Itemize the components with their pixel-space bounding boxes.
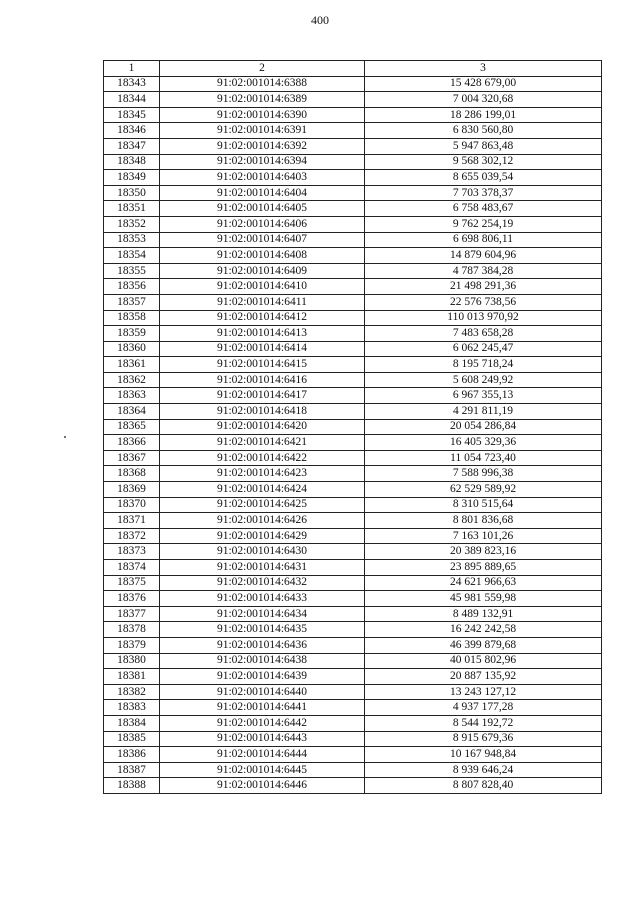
- cadastral-value-cell: 9 568 302,12: [365, 154, 602, 170]
- cadastral-value-cell: 40 015 802,96: [365, 653, 602, 669]
- row-number-cell: 18353: [104, 232, 160, 248]
- cadastral-number-cell: 91:02:001014:6426: [160, 513, 365, 529]
- cadastral-number-cell: 91:02:001014:6407: [160, 232, 365, 248]
- row-number-cell: 18373: [104, 544, 160, 560]
- table-row: [104, 232, 602, 248]
- table-row: [104, 466, 602, 482]
- cadastral-value-cell: 16 405 329,36: [365, 435, 602, 451]
- cadastral-number-cell: 91:02:001014:6443: [160, 731, 365, 747]
- cadastral-number-cell: 91:02:001014:6417: [160, 388, 365, 404]
- cadastral-value-cell: 4 291 811,19: [365, 404, 602, 420]
- row-number-cell: 18387: [104, 762, 160, 778]
- cadastral-number-cell: 91:02:001014:6433: [160, 591, 365, 607]
- cadastral-value-cell: 21 498 291,36: [365, 279, 602, 295]
- cadastral-value-cell: 11 054 723,40: [365, 450, 602, 466]
- cadastral-value-table: [103, 60, 602, 794]
- table-row: [104, 138, 602, 154]
- cadastral-value-cell: 20 389 823,16: [365, 544, 602, 560]
- table-row: [104, 653, 602, 669]
- table-row: [104, 404, 602, 420]
- table-row: [104, 684, 602, 700]
- row-number-cell: 18343: [104, 76, 160, 92]
- cadastral-value-cell: 22 576 738,56: [365, 294, 602, 310]
- row-number-cell: 18348: [104, 154, 160, 170]
- table-row: [104, 185, 602, 201]
- table-row: [104, 310, 602, 326]
- cadastral-number-cell: 91:02:001014:6421: [160, 435, 365, 451]
- table-row: [104, 669, 602, 685]
- row-number-cell: 18374: [104, 560, 160, 576]
- row-number-cell: 18370: [104, 497, 160, 513]
- row-number-cell: 18371: [104, 513, 160, 529]
- cadastral-value-cell: 6 967 355,13: [365, 388, 602, 404]
- row-number-cell: 18351: [104, 201, 160, 217]
- cadastral-value-cell: 5 947 863,48: [365, 138, 602, 154]
- cadastral-number-cell: 91:02:001014:6413: [160, 326, 365, 342]
- cadastral-value-cell: 8 801 836,68: [365, 513, 602, 529]
- table-row: [104, 575, 602, 591]
- cadastral-number-cell: 91:02:001014:6392: [160, 138, 365, 154]
- cadastral-number-cell: 91:02:001014:6435: [160, 622, 365, 638]
- table-row: [104, 560, 602, 576]
- row-number-cell: 18383: [104, 700, 160, 716]
- cadastral-value-cell: 7 483 658,28: [365, 326, 602, 342]
- cadastral-value-cell: 8 807 828,40: [365, 778, 602, 794]
- table-row: [104, 497, 602, 513]
- cadastral-number-cell: 91:02:001014:6409: [160, 263, 365, 279]
- cadastral-value-cell: 46 399 879,68: [365, 637, 602, 653]
- cadastral-number-cell: 91:02:001014:6446: [160, 778, 365, 794]
- column-header-2: 2: [160, 61, 365, 77]
- row-number-cell: 18378: [104, 622, 160, 638]
- table-row: [104, 326, 602, 342]
- row-number-cell: 18347: [104, 138, 160, 154]
- table-row: [104, 263, 602, 279]
- cadastral-number-cell: 91:02:001014:6430: [160, 544, 365, 560]
- cadastral-value-cell: 15 428 679,00: [365, 76, 602, 92]
- table-row: [104, 528, 602, 544]
- table-row: [104, 372, 602, 388]
- table-row: [104, 92, 602, 108]
- row-number-cell: 18386: [104, 747, 160, 763]
- row-number-cell: 18388: [104, 778, 160, 794]
- row-number-cell: 18357: [104, 294, 160, 310]
- cadastral-value-cell: 4 937 177,28: [365, 700, 602, 716]
- row-number-cell: 18379: [104, 637, 160, 653]
- row-number-cell: 18359: [104, 326, 160, 342]
- table-row: [104, 388, 602, 404]
- cadastral-value-cell: 8 195 718,24: [365, 357, 602, 373]
- cadastral-number-cell: 91:02:001014:6445: [160, 762, 365, 778]
- cadastral-value-cell: 16 242 242,58: [365, 622, 602, 638]
- cadastral-value-cell: 8 544 192,72: [365, 715, 602, 731]
- cadastral-value-cell: 14 879 604,96: [365, 248, 602, 264]
- cadastral-value-cell: 6 758 483,67: [365, 201, 602, 217]
- cadastral-value-cell: 10 167 948,84: [365, 747, 602, 763]
- cadastral-value-cell: 7 004 320,68: [365, 92, 602, 108]
- row-number-cell: 18354: [104, 248, 160, 264]
- table-row: [104, 622, 602, 638]
- cadastral-value-cell: 6 062 245,47: [365, 341, 602, 357]
- cadastral-value-cell: 20 887 135,92: [365, 669, 602, 685]
- row-number-cell: 18361: [104, 357, 160, 373]
- row-number-cell: 18345: [104, 107, 160, 123]
- cadastral-number-cell: 91:02:001014:6420: [160, 419, 365, 435]
- cadastral-number-cell: 91:02:001014:6431: [160, 560, 365, 576]
- table-row: [104, 279, 602, 295]
- cadastral-value-cell: 45 981 559,98: [365, 591, 602, 607]
- row-number-cell: 18369: [104, 482, 160, 498]
- row-number-cell: 18364: [104, 404, 160, 420]
- cadastral-number-cell: 91:02:001014:6429: [160, 528, 365, 544]
- page-number: 400: [311, 13, 329, 27]
- cadastral-value-cell: 6 830 560,80: [365, 123, 602, 139]
- table-row: [104, 357, 602, 373]
- cadastral-number-cell: 91:02:001014:6442: [160, 715, 365, 731]
- table-row: [104, 435, 602, 451]
- row-number-cell: 18360: [104, 341, 160, 357]
- cadastral-value-cell: 110 013 970,92: [365, 310, 602, 326]
- cadastral-number-cell: 91:02:001014:6405: [160, 201, 365, 217]
- cadastral-value-cell: 8 939 646,24: [365, 762, 602, 778]
- row-number-cell: 18355: [104, 263, 160, 279]
- cadastral-value-cell: 4 787 384,28: [365, 263, 602, 279]
- table-row: [104, 294, 602, 310]
- table-row: [104, 123, 602, 139]
- cadastral-value-cell: 8 489 132,91: [365, 606, 602, 622]
- scan-speck: [64, 436, 66, 438]
- row-number-cell: 18362: [104, 372, 160, 388]
- cadastral-number-cell: 91:02:001014:6394: [160, 154, 365, 170]
- cadastral-number-cell: 91:02:001014:6415: [160, 357, 365, 373]
- cadastral-number-cell: 91:02:001014:6391: [160, 123, 365, 139]
- cadastral-number-cell: 91:02:001014:6441: [160, 700, 365, 716]
- table-row: [104, 606, 602, 622]
- row-number-cell: 18381: [104, 669, 160, 685]
- table-row: [104, 482, 602, 498]
- cadastral-number-cell: 91:02:001014:6403: [160, 170, 365, 186]
- cadastral-number-cell: 91:02:001014:6418: [160, 404, 365, 420]
- table-row: [104, 637, 602, 653]
- cadastral-value-cell: 23 895 889,65: [365, 560, 602, 576]
- cadastral-value-cell: 8 310 515,64: [365, 497, 602, 513]
- row-number-cell: 18366: [104, 435, 160, 451]
- cadastral-number-cell: 91:02:001014:6408: [160, 248, 365, 264]
- cadastral-number-cell: 91:02:001014:6422: [160, 450, 365, 466]
- cadastral-value-cell: 7 703 378,37: [365, 185, 602, 201]
- row-number-cell: 18367: [104, 450, 160, 466]
- cadastral-number-cell: 91:02:001014:6432: [160, 575, 365, 591]
- table-row: [104, 341, 602, 357]
- row-number-cell: 18350: [104, 185, 160, 201]
- cadastral-value-cell: 18 286 199,01: [365, 107, 602, 123]
- cadastral-number-cell: 91:02:001014:6416: [160, 372, 365, 388]
- row-number-cell: 18363: [104, 388, 160, 404]
- cadastral-value-cell: 20 054 286,84: [365, 419, 602, 435]
- cadastral-number-cell: 91:02:001014:6388: [160, 76, 365, 92]
- cadastral-number-cell: 91:02:001014:6411: [160, 294, 365, 310]
- table-row: [104, 700, 602, 716]
- cadastral-number-cell: 91:02:001014:6406: [160, 216, 365, 232]
- cadastral-number-cell: 91:02:001014:6389: [160, 92, 365, 108]
- cadastral-number-cell: 91:02:001014:6440: [160, 684, 365, 700]
- cadastral-number-cell: 91:02:001014:6424: [160, 482, 365, 498]
- cadastral-number-cell: 91:02:001014:6434: [160, 606, 365, 622]
- table-row: [104, 201, 602, 217]
- cadastral-number-cell: 91:02:001014:6404: [160, 185, 365, 201]
- cadastral-value-cell: 6 698 806,11: [365, 232, 602, 248]
- column-header-3: 3: [365, 61, 602, 77]
- cadastral-number-cell: 91:02:001014:6412: [160, 310, 365, 326]
- row-number-cell: 18349: [104, 170, 160, 186]
- table-row: [104, 248, 602, 264]
- cadastral-value-cell: 13 243 127,12: [365, 684, 602, 700]
- table-row: [104, 450, 602, 466]
- table-row: [104, 731, 602, 747]
- row-number-cell: 18375: [104, 575, 160, 591]
- cadastral-value-cell: 24 621 966,63: [365, 575, 602, 591]
- row-number-cell: 18352: [104, 216, 160, 232]
- cadastral-value-cell: 62 529 589,92: [365, 482, 602, 498]
- table-row: [104, 762, 602, 778]
- table-row: [104, 747, 602, 763]
- cadastral-value-cell: 7 588 996,38: [365, 466, 602, 482]
- row-number-cell: 18346: [104, 123, 160, 139]
- table-row: [104, 419, 602, 435]
- cadastral-number-cell: 91:02:001014:6390: [160, 107, 365, 123]
- row-number-cell: 18382: [104, 684, 160, 700]
- table-row: [104, 216, 602, 232]
- row-number-cell: 18344: [104, 92, 160, 108]
- row-number-cell: 18368: [104, 466, 160, 482]
- cadastral-number-cell: 91:02:001014:6438: [160, 653, 365, 669]
- table-row: [104, 591, 602, 607]
- cadastral-value-cell: 7 163 101,26: [365, 528, 602, 544]
- table-body: [104, 76, 602, 793]
- row-number-cell: 18358: [104, 310, 160, 326]
- row-number-cell: 18365: [104, 419, 160, 435]
- table-row: [104, 170, 602, 186]
- cadastral-number-cell: 91:02:001014:6436: [160, 637, 365, 653]
- table-row: [104, 107, 602, 123]
- cadastral-number-cell: 91:02:001014:6425: [160, 497, 365, 513]
- row-number-cell: 18377: [104, 606, 160, 622]
- cadastral-number-cell: 91:02:001014:6423: [160, 466, 365, 482]
- cadastral-number-cell: 91:02:001014:6410: [160, 279, 365, 295]
- cadastral-value-cell: 5 608 249,92: [365, 372, 602, 388]
- row-number-cell: 18380: [104, 653, 160, 669]
- table-row: [104, 76, 602, 92]
- row-number-cell: 18376: [104, 591, 160, 607]
- table-row: [104, 778, 602, 794]
- table-row: [104, 544, 602, 560]
- table-header-row: [104, 61, 602, 77]
- cadastral-value-cell: 8 915 679,36: [365, 731, 602, 747]
- cadastral-value-cell: 9 762 254,19: [365, 216, 602, 232]
- row-number-cell: 18384: [104, 715, 160, 731]
- cadastral-value-cell: 8 655 039,54: [365, 170, 602, 186]
- row-number-cell: 18385: [104, 731, 160, 747]
- column-header-1: 1: [104, 61, 160, 77]
- cadastral-number-cell: 91:02:001014:6444: [160, 747, 365, 763]
- table-row: [104, 513, 602, 529]
- cadastral-number-cell: 91:02:001014:6439: [160, 669, 365, 685]
- cadastral-number-cell: 91:02:001014:6414: [160, 341, 365, 357]
- row-number-cell: 18356: [104, 279, 160, 295]
- table-row: [104, 715, 602, 731]
- row-number-cell: 18372: [104, 528, 160, 544]
- table-row: [104, 154, 602, 170]
